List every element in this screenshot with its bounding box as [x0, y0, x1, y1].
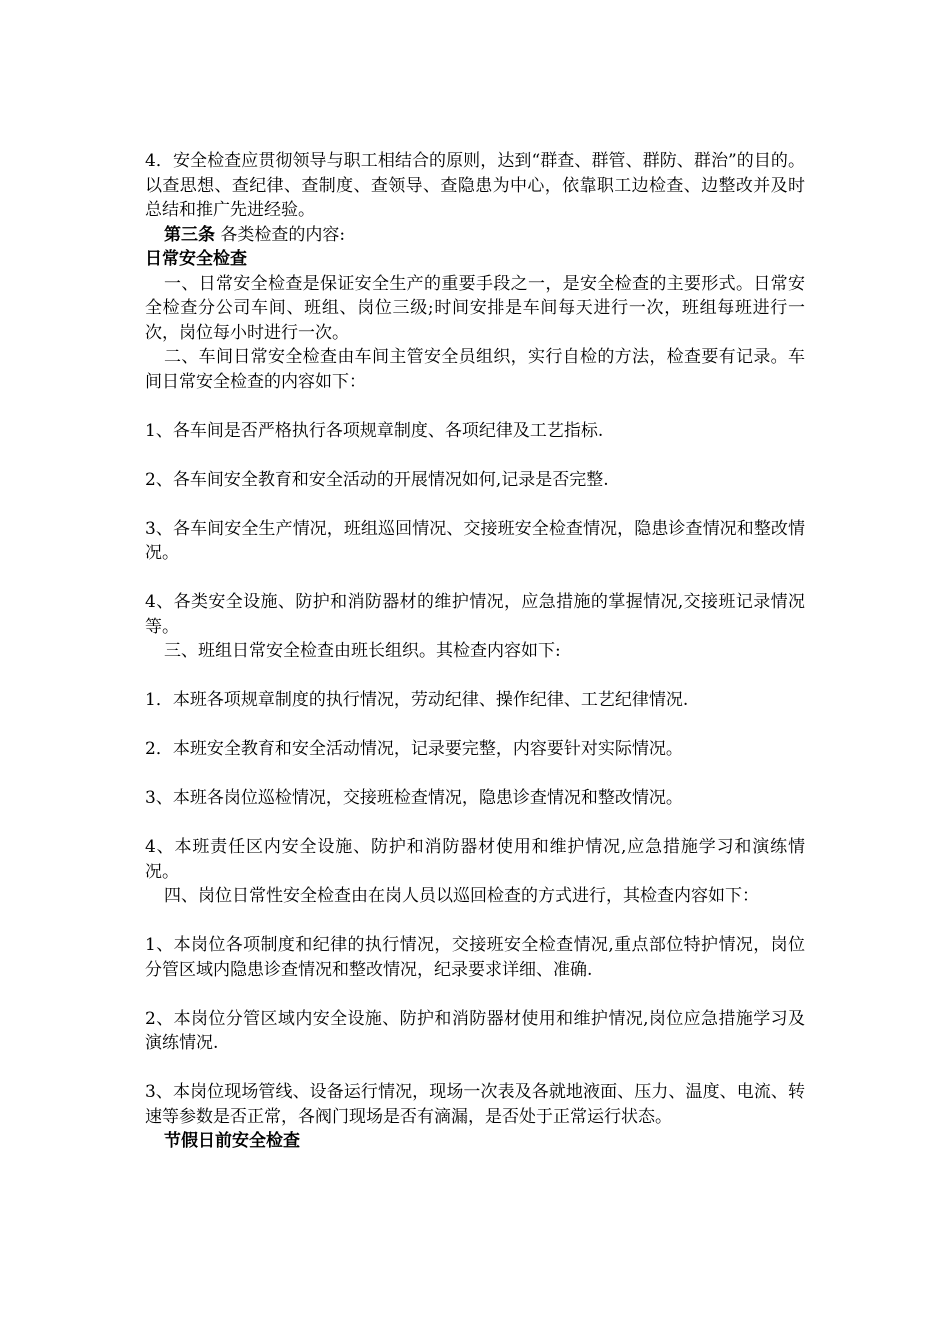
workshop-item-3: 3、各车间安全生产情况，班组巡回情况、交接班安全检查情况，隐患诊查情况和整改情况。 — [145, 518, 805, 563]
article-3-label: 第三条 — [164, 224, 215, 245]
team-item-1: 1．本班各项规章制度的执行情况，劳动纪律、操作纪律、工艺纪律情况. — [145, 690, 689, 710]
workshop-item-2: 2、各车间安全教育和安全活动的开展情况如何,记录是否完整. — [145, 469, 609, 490]
section-heading-daily: 日常安全检查 — [145, 249, 247, 269]
article-3-text: 各类检查的内容: — [215, 224, 346, 245]
team-item-4: 4、本班责任区内安全设施、防护和消防器材使用和维护情况,应急措施学习和演练情况。 — [145, 837, 805, 882]
paragraph-principle: 4．安全检查应贯彻领导与职工相结合的原则，达到“群查、群管、群防、群治”的目的。以查思想、查纪律、查制度、查领导、查隐患为中心，依靠职工边检查、边整改并及时总结和推广先进经验。 — [145, 151, 805, 220]
post-item-1: 1、本岗位各项制度和纪律的执行情况，交接班安全检查情况,重点部位特护情况，岗位分管区域内隐患诊查情况和整改情况，纪录要求详细、准确. — [145, 935, 805, 980]
article-3-heading — [145, 223, 805, 248]
team-item-2: 2．本班安全教育和安全活动情况，记录要完整，内容要针对实际情况。 — [145, 739, 683, 759]
paragraph-daily-3: 三、班组日常安全检查由班长组织。其检查内容如下: — [164, 641, 561, 661]
post-item-2: 2、本岗位分管区域内安全设施、防护和消防器材使用和维护情况,岗位应急措施学习及演练情况. — [145, 1008, 805, 1053]
paragraph-daily-4: 四、岗位日常性安全检查由在岗人员以巡回检查的方式进行，其检查内容如下： — [164, 886, 759, 906]
team-item-3: 3、本班各岗位巡检情况，交接班检查情况，隐患诊查情况和整改情况。 — [145, 788, 683, 808]
document-body — [145, 149, 805, 1154]
paragraph-daily-1: 一、日常安全检查是保证安全生产的重要手段之一，是安全检查的主要形式。日常安全检查分公司车间、班组、岗位三级;时间安排是车间每天进行一次，班组每班进行一次，岗位每小时进行一次。 — [145, 273, 805, 343]
post-item-3: 3、本岗位现场管线、设备运行情况，现场一次表及各就地液面、压力、温度、电流、转速等参数是否正常，各阀门现场是否有滴漏，是否处于正常运行状态。 — [145, 1082, 805, 1127]
section-heading-holiday: 节假日前安全检查 — [164, 1131, 300, 1151]
workshop-item-1: 1、各车间是否严格执行各项规章制度、各项纪律及工艺指标. — [145, 420, 604, 441]
workshop-item-4: 4、各类安全设施、防护和消防器材的维护情况，应急措施的掌握情况,交接班记录情况等。 — [145, 592, 805, 637]
paragraph-daily-2: 二、车间日常安全检查由车间主管安全员组织，实行自检的方法，检查要有记录。车间日常安全检查的内容如下： — [145, 347, 805, 392]
